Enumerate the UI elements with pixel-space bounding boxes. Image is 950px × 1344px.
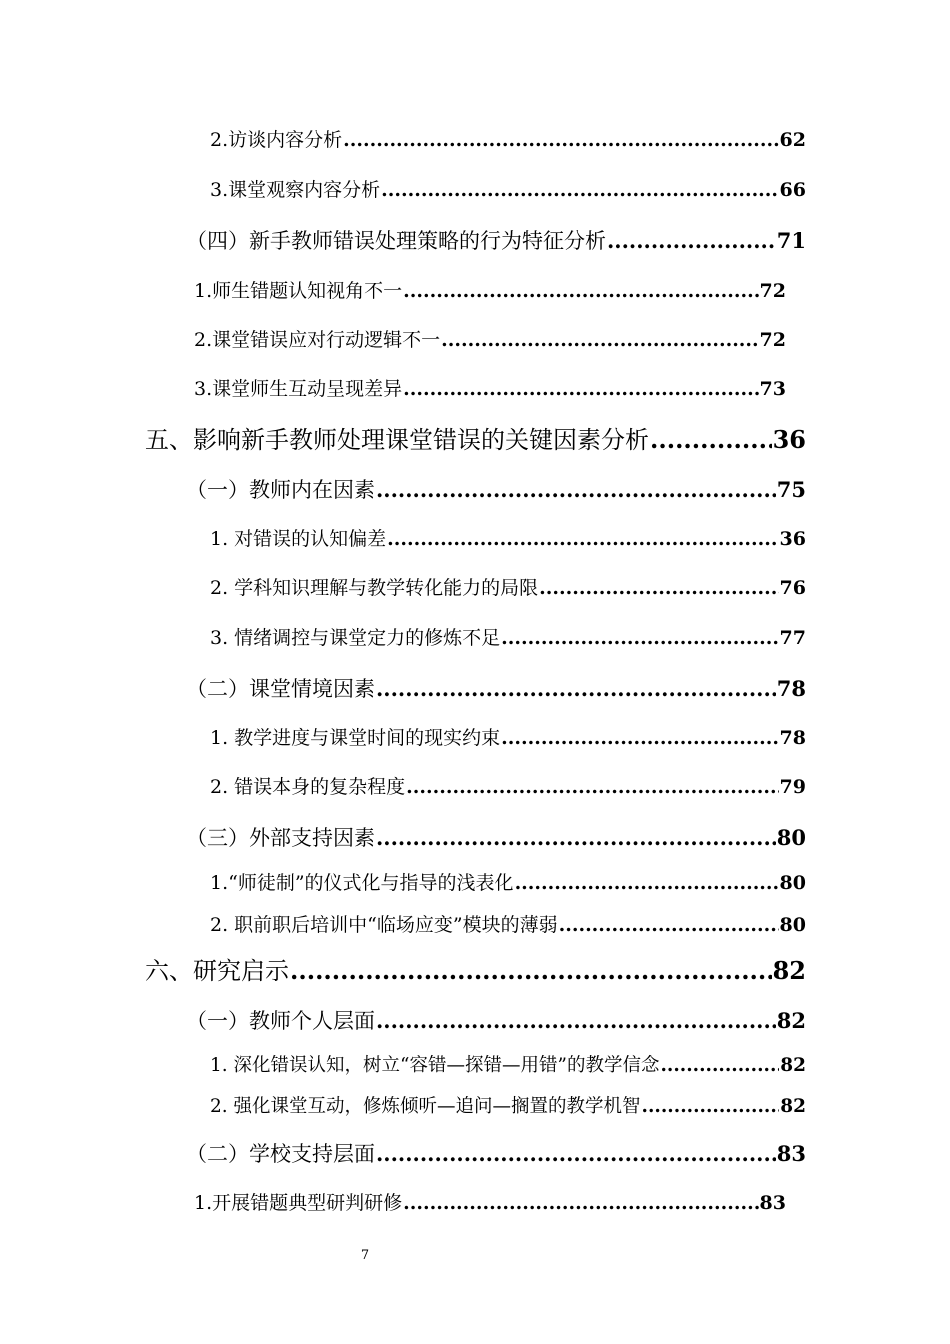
- toc-leader-dots: [406, 778, 778, 797]
- toc-entry-label: 3.课堂师生互动呈现差异: [194, 378, 403, 400]
- toc-entry-label: （二）学校支持层面: [186, 1142, 375, 1166]
- toc-entry[interactable]: [194, 1194, 786, 1213]
- toc-entry-page: 83: [776, 1141, 806, 1166]
- toc-entry-label: 3. 情绪调控与课堂定力的修炼不足: [210, 627, 501, 649]
- toc-entry-page: 82: [780, 1055, 806, 1076]
- toc-entry[interactable]: [210, 729, 806, 748]
- toc-entry-label: 2.访谈内容分析: [210, 129, 343, 151]
- toc-entry-label: 1.“师徒制”的仪式化与指导的浅表化: [210, 872, 514, 894]
- toc-entry-label: 1. 深化错误认知，树立“容错—探错—用错”的教学信念: [210, 1055, 660, 1076]
- toc-leader-dots: [441, 331, 758, 350]
- toc-entry-label: 3.课堂观察内容分析: [210, 179, 381, 201]
- toc-entry[interactable]: [210, 1057, 806, 1076]
- toc-leader-dots: [376, 479, 776, 500]
- toc-leader-dots: [376, 1010, 776, 1031]
- toc-entry[interactable]: [210, 131, 806, 150]
- toc-entry-label: 2. 职前职后培训中“临场应变”模块的薄弱: [210, 914, 558, 936]
- toc-entry-page: 72: [759, 329, 786, 351]
- toc-entry[interactable]: [186, 1010, 806, 1032]
- toc-entry-label: 1. 教学进度与课堂时间的现实约束: [210, 727, 501, 749]
- toc-leader-dots: [376, 678, 776, 699]
- toc-leader-dots: [403, 1194, 758, 1213]
- toc-entry-label: （四）新手教师错误处理策略的行为特征分析: [186, 229, 606, 253]
- toc-entry[interactable]: [186, 827, 806, 849]
- toc-entry[interactable]: [186, 678, 806, 700]
- toc-leader-dots: [403, 282, 758, 301]
- toc-entry-label: （一）教师内在因素: [186, 478, 375, 502]
- toc-leader-dots: [403, 380, 758, 399]
- toc-entry[interactable]: [210, 778, 806, 797]
- toc-entry[interactable]: [210, 1098, 806, 1117]
- toc-entry-page: 62: [779, 129, 806, 151]
- toc-entry-page: 82: [780, 1096, 806, 1117]
- toc-entry-page: 78: [779, 727, 806, 749]
- toc-entry-label: （一）教师个人层面: [186, 1009, 375, 1033]
- toc-leader-dots: [660, 1057, 779, 1076]
- toc-entry[interactable]: [210, 579, 806, 598]
- toc-entry[interactable]: [186, 479, 806, 501]
- toc-entry-page: 72: [759, 280, 786, 302]
- toc-entry-page: 36: [779, 528, 806, 550]
- toc-entry-page: 36: [772, 425, 806, 454]
- toc-entry[interactable]: [145, 956, 806, 985]
- toc-leader-dots: [376, 1143, 776, 1164]
- toc-entry-label: （二）课堂情境因素: [186, 677, 375, 701]
- toc-entry-page: 79: [779, 776, 806, 798]
- toc-entry-label: 2. 错误本身的复杂程度: [210, 776, 406, 798]
- toc-entry-page: 76: [779, 577, 806, 599]
- toc-entry[interactable]: [186, 1143, 806, 1165]
- toc-entry[interactable]: [210, 874, 806, 893]
- toc-entry-label: 2. 强化课堂互动，修炼倾听—追问—搁置的教学机智: [210, 1096, 641, 1117]
- toc-entry[interactable]: [145, 425, 806, 454]
- toc-leader-dots: [642, 1098, 780, 1117]
- toc-entry[interactable]: [186, 230, 806, 252]
- toc-entry[interactable]: [210, 181, 806, 200]
- toc-leader-dots: [501, 729, 778, 748]
- toc-entry-page: 71: [776, 228, 806, 253]
- toc-entry-page: 78: [776, 676, 806, 701]
- toc-entry-label: 1. 对错误的认知偏差: [210, 528, 387, 550]
- toc-entry-label: 1.开展错题典型研判研修: [194, 1192, 403, 1214]
- page-number: 7: [360, 1248, 370, 1263]
- toc-entry[interactable]: [194, 331, 786, 350]
- toc-entry-label: 五、影响新手教师处理课堂错误的关键因素分析: [145, 426, 649, 454]
- toc-entry[interactable]: [210, 629, 806, 648]
- toc-entry-page: 80: [779, 914, 806, 936]
- toc-entry-label: 六、研究启示: [145, 957, 289, 985]
- toc-leader-dots: [607, 230, 776, 251]
- toc-entry[interactable]: [210, 530, 806, 549]
- toc-entry-page: 80: [779, 872, 806, 894]
- toc-entry-page: 77: [779, 627, 806, 649]
- toc-leader-dots: [559, 916, 779, 935]
- toc-entry-page: 66: [779, 179, 806, 201]
- toc-entry-label: 2.课堂错误应对行动逻辑不一: [194, 329, 441, 351]
- toc-leader-dots: [381, 181, 778, 200]
- toc-leader-dots: [501, 629, 778, 648]
- toc-leader-dots: [343, 131, 778, 150]
- toc-entry-page: 75: [776, 477, 806, 502]
- toc-entry-label: 1.师生错题认知视角不一: [194, 280, 403, 302]
- toc-entry-page: 82: [776, 1008, 806, 1033]
- toc-leader-dots: [650, 428, 772, 452]
- toc-entry-label: 2. 学科知识理解与教学转化能力的局限: [210, 577, 539, 599]
- toc-entry[interactable]: [210, 916, 806, 935]
- toc-leader-dots: [515, 874, 779, 893]
- toc-entry-page: 80: [776, 825, 806, 850]
- toc-entry-page: 82: [772, 956, 806, 985]
- toc-leader-dots: [387, 530, 778, 549]
- toc-entry[interactable]: [194, 380, 786, 399]
- toc-leader-dots: [376, 827, 776, 848]
- toc-entry-page: 73: [759, 378, 786, 400]
- toc-leader-dots: [539, 579, 778, 598]
- toc-leader-dots: [290, 959, 772, 983]
- toc-entry-page: 83: [759, 1192, 786, 1214]
- toc-entry[interactable]: [194, 282, 786, 301]
- toc-entry-label: （三）外部支持因素: [186, 826, 375, 850]
